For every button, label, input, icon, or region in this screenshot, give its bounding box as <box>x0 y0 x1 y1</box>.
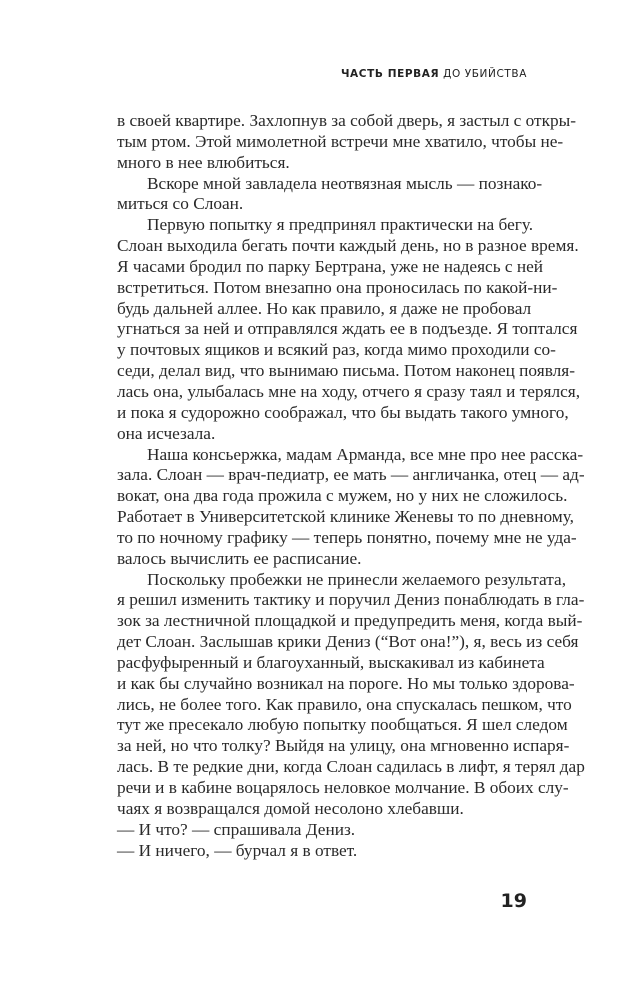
text-line: Я часами бродил по парку Бертрана, уже не надеясь с ней <box>117 256 544 276</box>
text-line: встретиться. Потом внезапно она проносилась по какой-ни- <box>117 277 558 297</box>
text-line: лась она, улыбалась мне на ходу, отчего я сразу таял и терялся, <box>117 381 581 401</box>
text-line: Вскоре мной завладела неотвязная мысль — познако- <box>147 173 543 193</box>
text-line: Первую попытку я предпринял практически на бегу. <box>147 215 534 235</box>
text-line: — И что? — спрашивала Дениз. <box>117 819 356 839</box>
text-line: лась. В те редкие дни, когда Слоан садилась в лифт, я терял дар <box>117 757 585 777</box>
text-line: — И ничего, — бурчал я в ответ. <box>117 840 358 860</box>
text-line: то по ночному графику — теперь понятно, почему мне не уда- <box>117 527 577 547</box>
text-line: Работает в Университетской клинике Женевы то по дневному, <box>117 507 574 527</box>
header-part: ЧАСТЬ ПЕРВАЯ <box>340 68 440 80</box>
text-line: Слоан выходила бегать почти каждый день, но в разное время. <box>117 236 579 256</box>
text-line: много в нее влюбиться. <box>117 152 290 172</box>
header-title: ДО УБИЙСТВА <box>443 68 527 80</box>
text-line: чаях я возвращался домой несолоно хлебавши. <box>117 798 464 818</box>
text-line: вокат, она два года прожила с мужем, но у них не сложилось. <box>117 486 568 506</box>
text-line: расфуфыренный и благоуханный, выскакивал из кабинета <box>117 652 545 672</box>
text-line: я решил изменить тактику и поручил Дениз понаблюдать в гла- <box>117 590 585 610</box>
text-line: Наша консьержка, мадам Арманда, все мне про нее расска- <box>147 444 584 464</box>
text-line: валось вычислить ее расписание. <box>117 548 362 568</box>
text-line: Поскольку пробежки не принесли желаемого результата, <box>147 569 567 589</box>
running-header <box>341 68 527 80</box>
text-line: в своей квартире. Захлопнув за собой дверь, я застыл с откры- <box>117 111 577 130</box>
text-line: угнаться за ней и отправлялся ждать ее в подъезде. Я топтался <box>117 319 578 339</box>
body-text <box>117 111 585 861</box>
text-line: седи, делал вид, что вынимаю письма. Потом наконец появля- <box>117 361 575 381</box>
text-line: за ней, но что толку? Выйдя на улицу, она мгновенно испаря- <box>117 736 570 756</box>
page-number: 19 <box>500 890 527 912</box>
text-line: она исчезала. <box>117 423 216 443</box>
text-line: дет Слоан. Заслышав крики Дениз (“Вот она!”), я, весь из себя <box>117 632 579 652</box>
text-line: у почтовых ящиков и всякий раз, когда мимо проходили со- <box>117 340 556 360</box>
text-line: лись, не более того. Как правило, она спускалась пешком, что <box>117 694 572 714</box>
text-line: тут же пресекало любую попытку пообщаться. Я шел следом <box>117 715 568 735</box>
text-line: и пока я судорожно соображал, что бы выдать такого умного, <box>117 402 569 422</box>
text-line: зала. Слоан — врач-педиатр, ее мать — англичанка, отец — ад- <box>117 465 585 485</box>
text-line: тым ртом. Этой мимолетной встречи мне хватило, чтобы не- <box>117 131 564 151</box>
text-line: и как бы случайно возникал на пороге. Но мы только здорова- <box>117 673 575 693</box>
text-line: миться со Слоан. <box>117 194 244 214</box>
text-line: речи и в кабине воцарялось неловкое молчание. В обоих слу- <box>117 778 569 797</box>
text-line: будь дальней аллее. Но как правило, я даже не пробовал <box>117 298 532 318</box>
text-line: зок за лестничной площадкой и предупредить меня, когда вый- <box>117 611 583 631</box>
